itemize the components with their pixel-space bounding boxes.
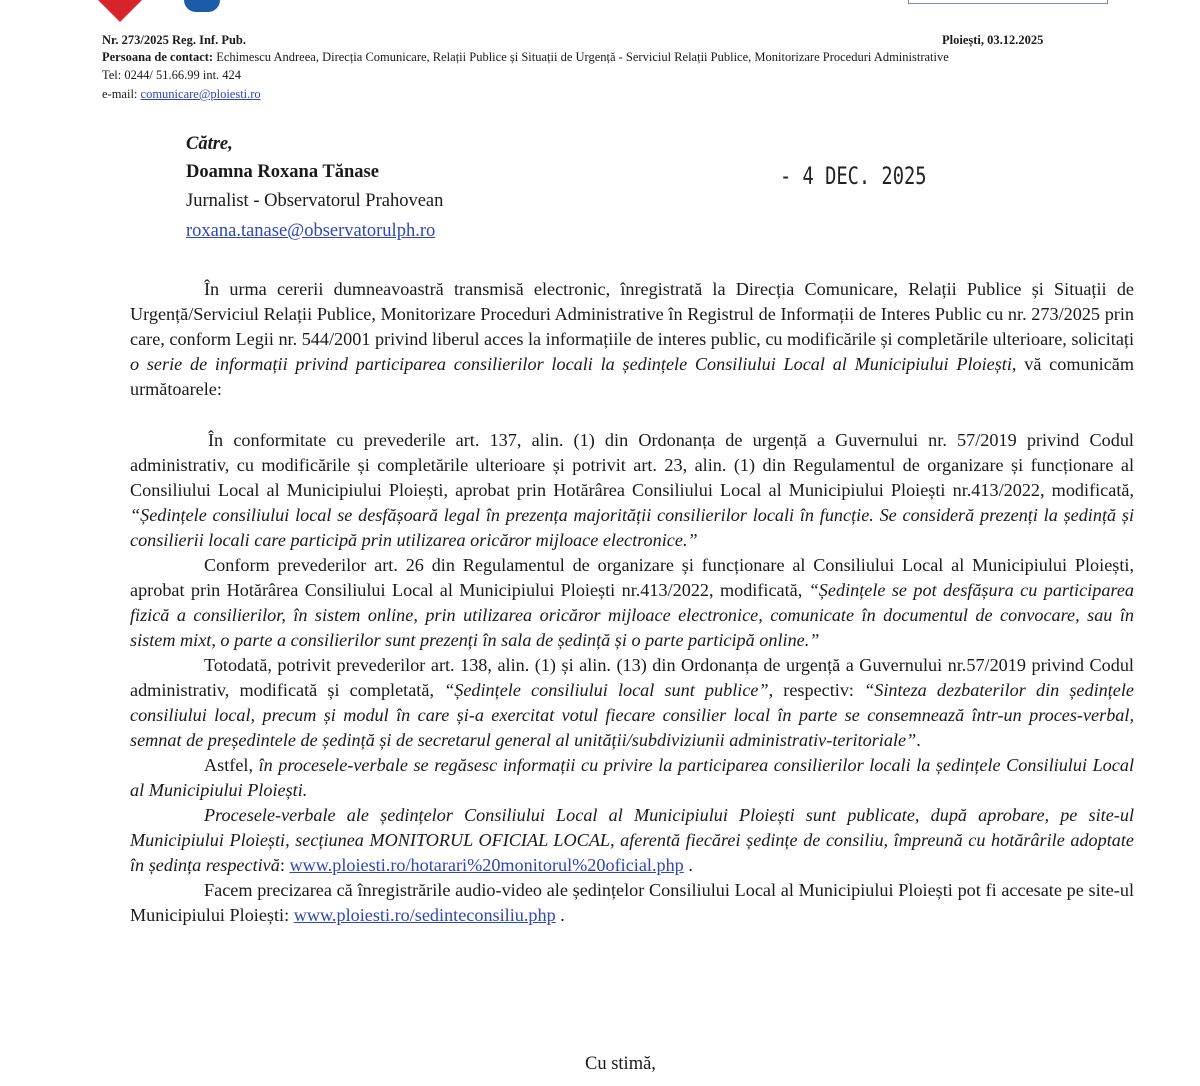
p1-tail: vă comunicăm următoarele: — [130, 354, 1135, 399]
legal-body — [130, 428, 1134, 928]
p2-text: În conformitate cu prevederile art. 137, alin. (1) din Ordonanța de urgență a Guvernului nr. 57/2019 privind Codul administrativ, cu modificările și completările ulterioare și potrivit art. 23, alin. (1) din Regulamentul de organizare și funcționare al Consiliului Local al Municipiului Ploiești, aprobat prin Hotărârea Consiliului Local al Municipiului Ploiești nr.413/2022, modificată, — [130, 430, 1134, 500]
p4-text: Totodată, potrivit prevederilor art. 138, alin. (1) și alin. (13) din Ordonanța de urgență a Guvernului nr.57/2019 privind Codul administrativ, modificată și completată, — [130, 655, 1134, 700]
p1-text: În urma cererii dumneavoastră transmisă electronic, înregistrată la Direcția Comunicare, Relații Publice și Situații de Urgență/Serviciul Relații Publice, Monitorizare Proceduri Administrative în Registrul de Informații de Interes Public cu nr. 273/2025 prin care, conform Legii nr. 544/2001 privind liberul acces la informațiile de interes public, cu modificările și completările ulterioare, solicitați — [130, 279, 1135, 349]
p3-quote: “Ședințele se pot desfășura cu participarea fizică a consilierilor, în sistem online, prin utilizarea oricăror mijloace electronice, comunicate în documentul de convocare, sau în sistem mixt, o parte a consilierilor sunt prezenți în sala de ședință și o parte participă online.” — [130, 580, 1134, 650]
email-label: e-mail: — [102, 87, 141, 101]
recipient-name: Doamna Roxana Tănase — [186, 162, 379, 182]
p2-quote: “Ședințele consiliului local se desfășoară legal în prezența majorității consilierilor locali în funcție. Se consideră prezenți la ședință și consilierii locali care participă prin utilizarea oricăror mijloace electronice.” — [130, 505, 1134, 550]
p4-quote2: “Sinteza dezbaterilor din ședințele consiliului local, precum și modul în care și-a exercitat votul fiecare consilier local în parte se consemnează într-un proces-verbal, semnat de președintele de ședință și de secretarul general al unității/subdiviziunii administrativ-teritoriale” — [130, 680, 1134, 750]
p4-end: . — [916, 730, 921, 750]
header-stamp-box — [908, 0, 1108, 4]
p7-end: . — [555, 905, 565, 925]
contact-label: Persoana de contact: — [102, 50, 214, 64]
p7-text: Facem precizarea că înregistrările audio-video ale ședințelor Consiliului Local al Municipiului Ploiești pot fi accesate pe site-ul Municipiului Ploiești: — [130, 880, 1134, 925]
recipient-email — [186, 221, 435, 242]
monitorul-oficial-link[interactable]: www.ploiesti.ro/hotarari%20monitorul%20oficial.php — [289, 855, 684, 875]
contact-value: Echimescu Andreea, Direcția Comunicare, Relații Publice și Situații de Urgență - Serviciul Relații Publice, Monitorizare Proceduri Administrative — [216, 50, 949, 64]
recipient-email-link[interactable]: roxana.tanase@observatorulph.ro — [186, 221, 436, 241]
p3-text: Conform prevederilor art. 26 din Regulamentul de organizare și funcționare al Consiliului Local al Municipiului Ploiești, aprobat prin Hotărârea Consiliului Local al Municipiului Ploiești nr.413/2022, modificată, — [130, 555, 1134, 600]
recipient-role: Jurnalist - Observatorul Prahovean — [186, 191, 444, 211]
to-label: Către, — [186, 134, 233, 154]
p5-text: Astfel, — [204, 755, 259, 775]
registration-number: Nr. 273/2025 Reg. Inf. Pub. — [102, 33, 246, 47]
p5-italic: în procesele-verbale se regăsesc informații cu privire la participarea consilierilor locali la ședințele Consiliului Local al Municipiului Ploiești. — [130, 755, 1134, 800]
p6-italic: Procesele-verbale ale ședințelor Consiliului Local al Municipiului Ploiești sunt publicate, după aprobare, pe site-ul Municipiului Ploiești, secțiunea MONITORUL OFICIAL LOCAL, aferentă fiecărei ședințe de consiliu, împreună cu hotărârile adoptate în ședința respectivă — [130, 805, 1134, 875]
p4-quote1: “Ședințele consiliului local sunt publice” — [444, 680, 769, 700]
coat-of-arms-logo — [184, 0, 220, 12]
sedinte-consiliu-link[interactable]: www.ploiesti.ro/sedinteconsiliu.php — [293, 905, 556, 925]
closing-salutation: Cu stimă, — [585, 1054, 656, 1074]
logo-red-mark — [98, 0, 142, 22]
paragraph-request — [130, 277, 1134, 402]
phone: Tel: 0244/ 51.66.99 int. 424 — [102, 68, 242, 82]
contact-person — [102, 49, 949, 66]
p6-colon: : — [279, 855, 290, 875]
p4-mid: , respectiv: — [768, 680, 865, 700]
date-stamp: - 4 DEC. 2025 — [780, 162, 927, 190]
p6-end: . — [683, 855, 693, 875]
place-date: Ploiești, 03.12.2025 — [942, 33, 1044, 47]
p1-italic: o serie de informații privind participarea consilierilor locali la ședințele Consiliului Local al Municipiului Ploiești, — [130, 354, 1017, 374]
email-link[interactable]: comunicare@ploiesti.ro — [140, 87, 261, 101]
email-line — [102, 86, 261, 103]
